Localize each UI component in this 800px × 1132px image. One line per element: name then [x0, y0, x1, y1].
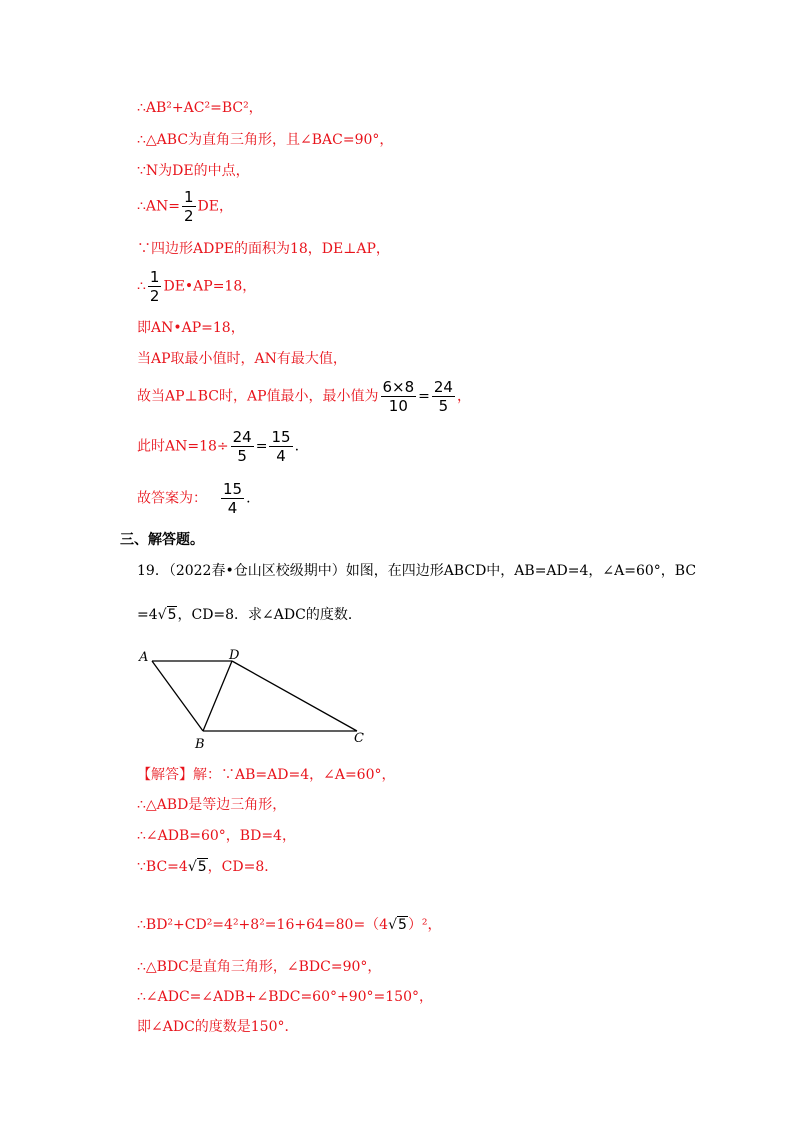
label-c: C	[354, 731, 364, 746]
problem-19-line-1: 19．（2022春•仓山区校级期中）如图，在四边形ABCD中，AB=AD=4，∠A=60°，BC	[137, 563, 697, 579]
answer-line-6: ∴△BDC是直角三角形，∠BDC=90°，	[137, 959, 382, 975]
denominator: 10	[381, 396, 417, 415]
numerator: 15	[223, 480, 243, 498]
denominator: 4	[269, 446, 292, 465]
solution-line-11	[137, 480, 251, 517]
text-suffix: DE•AP=18，	[163, 278, 257, 295]
fraction-15-over-4	[269, 428, 292, 465]
solution-line-5: ∵四边形ADPE的面积为18，DE⊥AP，	[137, 241, 390, 257]
numerator: 6×8	[382, 378, 415, 396]
solution-line-4	[137, 188, 233, 225]
text-suffix: ，CD=8．	[207, 859, 279, 875]
answer-line-5	[137, 915, 442, 935]
label-a: A	[139, 650, 149, 665]
sqrt-expression: √5	[157, 607, 177, 623]
text-suffix: ，CD=8．求∠ADC的度数．	[177, 607, 362, 623]
label-d: D	[229, 648, 240, 663]
solution-line-2: ∴△ABC为直角三角形，且∠BAC=90°，	[137, 132, 394, 148]
fraction-24-over-5	[432, 378, 455, 415]
solution-line-1: ∴AB²+AC²=BC²，	[137, 100, 263, 116]
answer-line-8: 即∠ADC的度数是150°．	[137, 1019, 299, 1035]
text-prefix: =4	[137, 607, 158, 623]
fraction-24-over-5	[231, 428, 254, 465]
answer-line-7: ∴∠ADC=∠ADB+∠BDC=60°+90°=150°，	[137, 989, 433, 1005]
segment-bd	[203, 661, 232, 731]
numerator: 1	[184, 188, 194, 206]
quadrilateral-figure	[130, 640, 380, 755]
sqrt-expression: √5	[187, 859, 207, 875]
text-suffix: ）²，	[407, 917, 442, 933]
denominator: 4	[221, 498, 244, 517]
solution-line-3: ∵N为DE的中点，	[137, 163, 250, 179]
solution-line-10	[137, 428, 299, 465]
problem-19-line-2	[137, 605, 362, 625]
answer-text: 解：∵AB=AD=4，∠A=60°，	[193, 767, 396, 783]
fraction-half	[182, 188, 196, 225]
solution-line-6	[137, 268, 256, 305]
text-prefix: ∴	[137, 278, 146, 295]
radicand: 5	[398, 917, 407, 933]
text-suffix: DE，	[197, 198, 233, 215]
text-prefix: ∴AN=	[137, 198, 180, 215]
numerator: 24	[433, 378, 453, 396]
sqrt-expression: √5	[388, 917, 407, 933]
numerator: 24	[232, 428, 252, 446]
fraction-half	[148, 268, 162, 305]
answer-line-3: ∴∠ADB=60°，BD=4，	[137, 828, 296, 844]
denominator: 2	[184, 207, 194, 225]
solution-line-9	[137, 378, 471, 415]
answer-line-2: ∴△ABD是等边三角形，	[137, 797, 287, 813]
text-suffix: .	[246, 490, 251, 507]
answer-tag: 【解答】	[137, 767, 193, 783]
denominator: 5	[231, 446, 254, 465]
denominator: 2	[149, 287, 160, 305]
segment-dc	[232, 661, 357, 731]
radicand: 5	[167, 607, 177, 623]
text-prefix: 故答案为：	[137, 490, 207, 507]
text-suffix: .	[294, 438, 300, 455]
radicand: 5	[197, 859, 207, 875]
text-suffix: ，	[456, 388, 471, 405]
text-prefix: ∵BC=4	[137, 859, 188, 875]
equals-sign: =	[418, 388, 430, 405]
label-b: B	[195, 737, 205, 752]
fraction-15-over-4	[221, 480, 244, 517]
numerator: 15	[271, 428, 291, 446]
denominator: 5	[432, 396, 455, 415]
solution-line-7: 即AN•AP=18，	[137, 320, 245, 336]
segment-ab	[152, 661, 203, 731]
answer-line-4	[137, 857, 278, 877]
section-heading: 三、解答题。	[120, 532, 204, 548]
equals-sign: =	[255, 438, 268, 455]
solution-line-8: 当AP取最小值时，AN有最大值，	[137, 351, 347, 367]
answer-line-1	[137, 765, 396, 785]
text-prefix: 此时AN=18÷	[137, 438, 229, 455]
fraction-6x8-over-10	[381, 378, 417, 415]
numerator: 1	[149, 268, 160, 286]
text-prefix: 故当AP⊥BC时，AP值最小，最小值为	[137, 388, 379, 405]
text-prefix: ∴BD²+CD²=4²+8²=16+64=80=（4	[137, 917, 389, 933]
